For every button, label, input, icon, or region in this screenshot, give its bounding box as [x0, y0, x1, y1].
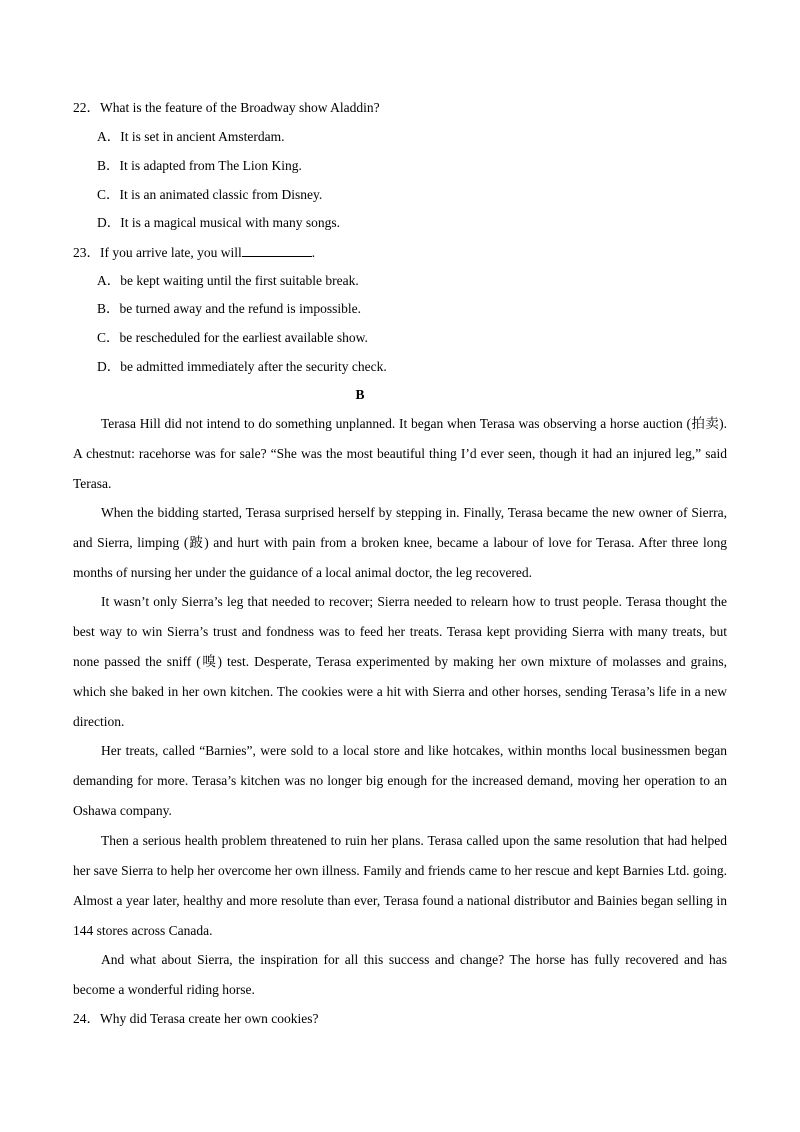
- question-23-stem: [73, 243, 315, 262]
- passage-paragraph-1: Terasa Hill did not intend to do something unplanned. It began when Terasa was observing a horse auction (拍卖). A chestnut: racehorse was for sale? “She was the most beautiful thing I’d ever seen, though it had an injured leg,” said Terasa.: [73, 416, 727, 491]
- question-23-stem-text: 23．If you arrive late, you will: [73, 245, 242, 260]
- question-23-option-d: D．be admitted immediately after the security check.: [97, 359, 387, 374]
- passage-paragraph-5: Then a serious health problem threatened to ruin her plans. Terasa called upon the same resolution that had helped her save Sierra to help her overcome her own illness. Family and friends came to her rescue and kept Barnies Ltd. going. Almost a year later, healthy and more resolute than ever, Terasa found a national distributor and Bainies began selling in 144 stores across Canada.: [73, 833, 727, 938]
- question-22-option-b: B．It is adapted from The Lion King.: [97, 158, 302, 173]
- question-22-option-d: D．It is a magical musical with many songs.: [97, 215, 340, 230]
- question-24-stem: 24．Why did Terasa create her own cookies?: [73, 1011, 319, 1026]
- question-22-option-a: A．It is set in ancient Amsterdam.: [97, 129, 285, 144]
- passage-paragraph-6: And what about Sierra, the inspiration for all this success and change? The horse has fully recovered and has become a wonderful riding horse.: [73, 952, 727, 997]
- passage-paragraph-4: Her treats, called “Barnies”, were sold to a local store and like hotcakes, within months local businessmen began demanding for more. Terasa’s kitchen was no longer big enough for the increased demand, moving her operation to an Oshawa company.: [73, 743, 727, 818]
- question-22-stem: 22．What is the feature of the Broadway show Aladdin?: [73, 100, 380, 115]
- question-22-option-c: C．It is an animated classic from Disney.: [97, 187, 323, 202]
- question-23-option-a: A．be kept waiting until the first suitable break.: [97, 273, 359, 288]
- passage-paragraph-2: When the bidding started, Terasa surprised herself by stepping in. Finally, Terasa became the new owner of Sierra, and Sierra, limping (跛) and hurt with pain from a broken knee, became a labour of love for Terasa. After three long months of nursing her under the guidance of a local animal doctor, the leg recovered.: [73, 505, 727, 580]
- passage-paragraph-3: It wasn’t only Sierra’s leg that needed to recover; Sierra needed to relearn how to trust people. Terasa thought the best way to win Sierra’s trust and fondness was to feed her treats. Terasa kept providing Sierra with many treats, but none passed the sniff (嗅) test. Desperate, Terasa experimented by making her own mixture of molasses and grains, which she baked in her own kitchen. The cookies were a hit with Sierra and other horses, sending Terasa’s life in a new direction.: [73, 594, 727, 729]
- question-23-stem-end: .: [311, 245, 316, 260]
- answer-blank: [242, 243, 312, 257]
- question-23-option-b: B．be turned away and the refund is impossible.: [97, 301, 361, 316]
- question-23-option-c: C．be rescheduled for the earliest available show.: [97, 330, 368, 345]
- section-heading: B: [355, 387, 365, 402]
